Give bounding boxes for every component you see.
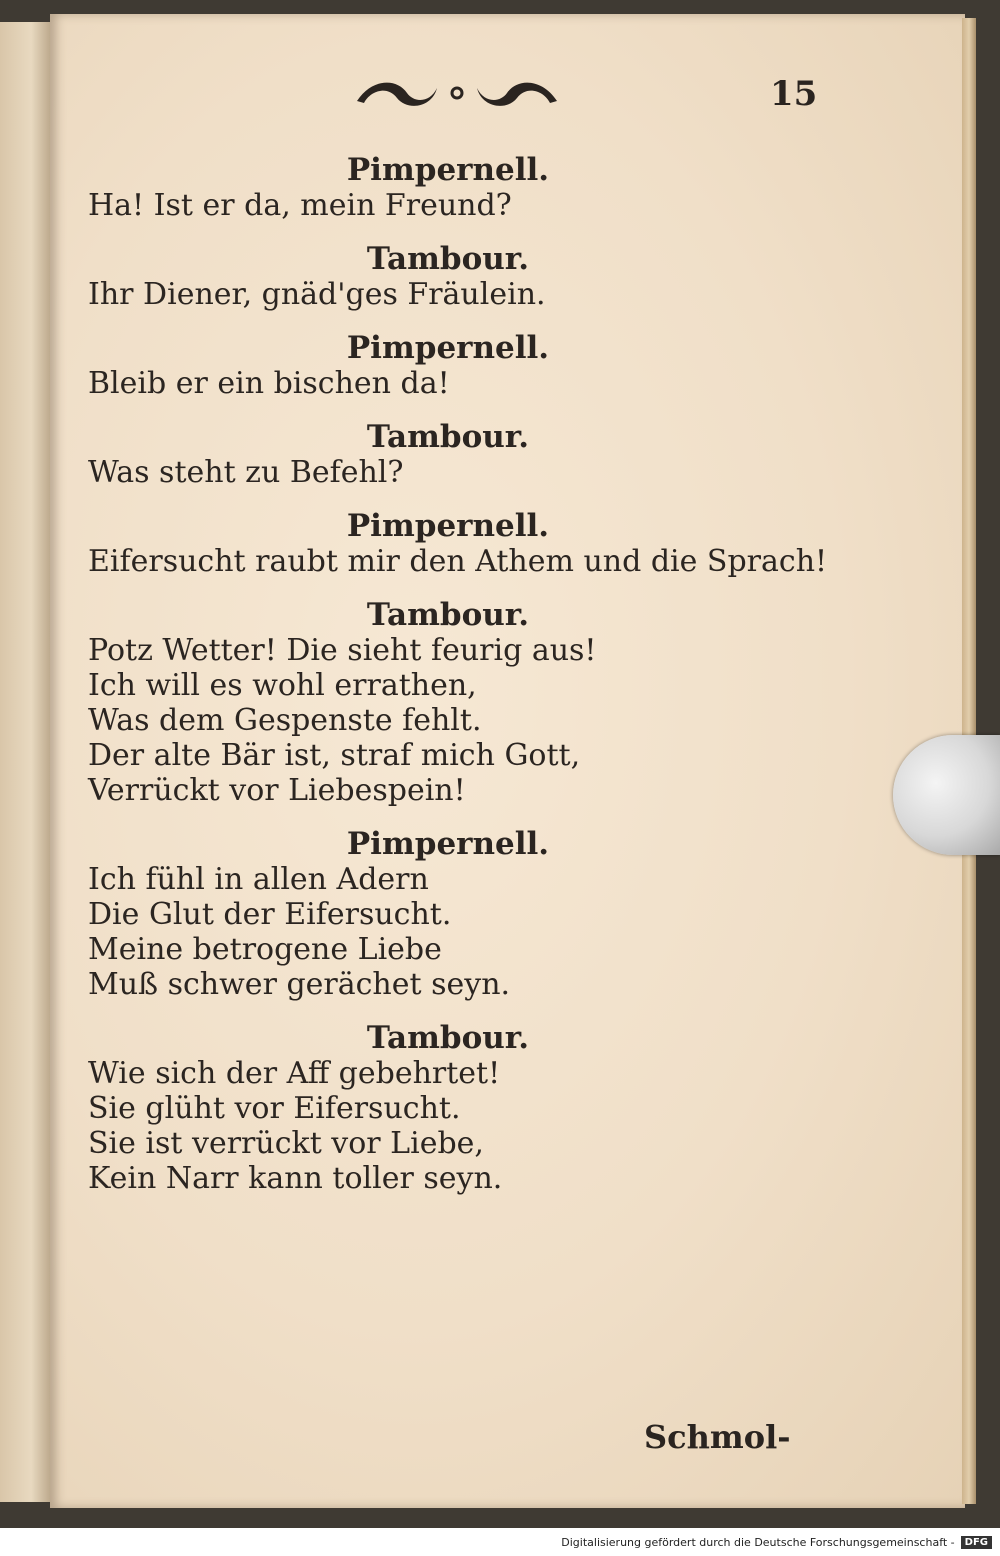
- verse-line: Ich will es wohl errathen,: [88, 668, 477, 703]
- speaker-name: Tambour.: [366, 1020, 530, 1056]
- dialogue-block: [88, 1020, 818, 1196]
- verse-line: Verrückt vor Liebespein!: [88, 773, 466, 808]
- dfg-logo-icon: DFG: [961, 1536, 992, 1549]
- verse-line: Kein Narr kann toller seyn.: [88, 1161, 503, 1196]
- verse-line: Was dem Gespenste fehlt.: [88, 703, 482, 738]
- verse-line: Bleib er ein bischen da!: [88, 366, 450, 401]
- verse-line: Ihr Diener, gnäd'ges Fräulein.: [88, 277, 546, 312]
- speaker-name: Pimpernell.: [346, 330, 550, 366]
- speaker-name: Pimpernell.: [346, 826, 550, 862]
- dialogue-block: [88, 597, 818, 808]
- dialogue-block: [88, 508, 828, 579]
- page-number: 15: [770, 74, 818, 114]
- facing-page-edge: [0, 22, 54, 1502]
- footer-credit: Digitalisierung gefördert durch die Deutsche Forschungsgemeinschaft -: [561, 1535, 955, 1549]
- verse-line: Sie glüht vor Eifersucht.: [88, 1091, 461, 1126]
- dialogue-block: [88, 330, 818, 401]
- speaker-name: Pimpernell.: [346, 152, 550, 188]
- catchword: Schmol-: [644, 1418, 791, 1456]
- dialogue-text: [88, 140, 828, 1214]
- verse-line: Eifersucht raubt mir den Athem und die Sprach!: [88, 544, 828, 579]
- footer-bar: [0, 1528, 1000, 1556]
- dialogue-block: [88, 152, 818, 223]
- dialogue-block: [88, 826, 818, 1002]
- verse-line: Der alte Bär ist, straf mich Gott,: [88, 738, 581, 773]
- fleuron-ornament-icon: [352, 72, 562, 114]
- speaker-name: Pimpernell.: [346, 508, 550, 544]
- dialogue-block: [88, 241, 818, 312]
- verse-line: Ich fühl in allen Adern: [88, 862, 429, 897]
- speaker-name: Tambour.: [366, 241, 530, 277]
- dialogue-block: [88, 419, 818, 490]
- verse-line: Ha! Ist er da, mein Freund?: [88, 188, 512, 223]
- verse-line: Wie sich der Aff gebehrtet!: [88, 1056, 501, 1091]
- verse-line: Sie ist verrückt vor Liebe,: [88, 1126, 484, 1161]
- speaker-name: Tambour.: [366, 597, 530, 633]
- verse-line: Potz Wetter! Die sieht feurig aus!: [88, 633, 597, 668]
- verse-line: Muß schwer gerächet seyn.: [88, 967, 511, 1002]
- verse-line: Meine betrogene Liebe: [88, 932, 442, 967]
- speaker-name: Tambour.: [366, 419, 530, 455]
- verse-line: Was steht zu Befehl?: [88, 455, 404, 490]
- verse-line: Die Glut der Eifersucht.: [88, 897, 452, 932]
